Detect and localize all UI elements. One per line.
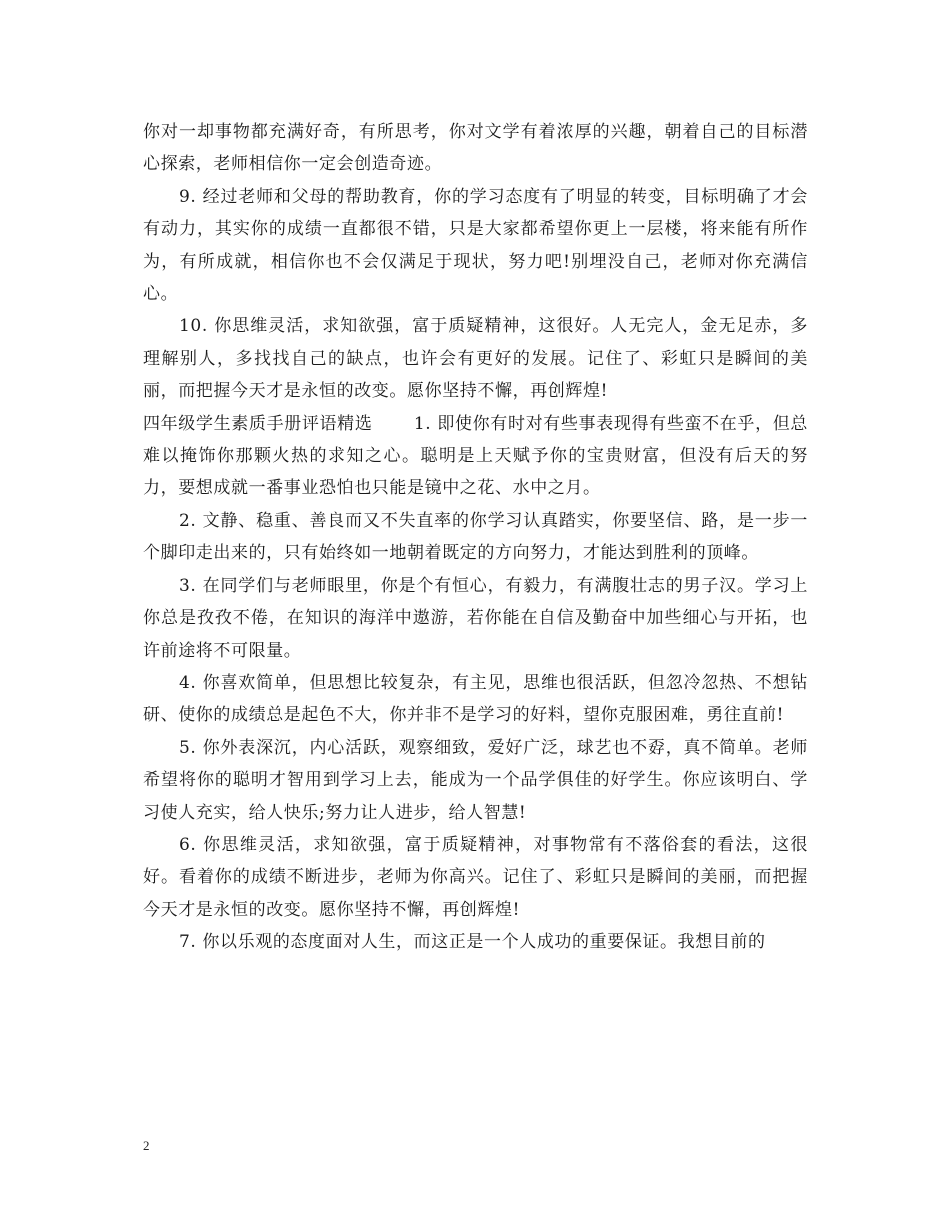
paragraph-item-3: 3. 在同学们与老师眼里，你是个有恒心，有毅力，有满腹壮志的男子汉。学习上你总是孜孜不倦，在知识的海洋中遨游，若你能在自信及勤奋中加些细心与开拓，也许前途将不可限量。 xyxy=(143,575,808,661)
paragraph-item-5: 5. 你外表深沉，内心活跃，观察细致，爱好广泛，球艺也不孬，真不简单。老师希望将你的聪明才智用到学习上去，能成为一个品学俱佳的好学生。你应该明白、学习使人充实，给人快乐;努力让人进步，给人智慧! xyxy=(143,737,808,823)
paragraph-item-10: 10. 你思维灵活，求知欲强，富于质疑精神，这很好。人无完人，金无足赤，多理解别人，多找找自己的缺点，也许会有更好的发展。记住了、彩虹只是瞬间的美丽，而把握今天才是永恒的改变。愿你坚持不懈，再创辉煌! xyxy=(143,316,808,402)
section-heading-paragraph: 四年级学生素质手册评语精选 1. 即使你有时对有些事表现得有些蛮不在乎，但总难以掩饰你那颗火热的求知之心。聪明是上天赋予你的宝贵财富，但没有后天的努力，要想成就一番事业恐怕也只能是镜中之花、水中之月。 xyxy=(143,413,808,499)
paragraph-item-2: 2. 文静、稳重、善良而又不失直率的你学习认真踏实，你要坚信、路，是一步一个脚印走出来的，只有始终如一地朝着既定的方向努力，才能达到胜利的顶峰。 xyxy=(143,510,808,564)
page-number: 2 xyxy=(143,1138,150,1153)
paragraph-item-9: 9. 经过老师和父母的帮助教育，你的学习态度有了明显的转变，目标明确了才会有动力，其实你的成绩一直都很不错，只是大家都希望你更上一层楼，将来能有所作为，有所成就，相信你也不会仅满足于现状，努力吧!别埋没自己，老师对你充满信心。 xyxy=(143,186,808,305)
document-body xyxy=(143,116,808,959)
paragraph-continued: 你对一却事物都充满好奇，有所思考，你对文学有着浓厚的兴趣，朝着自己的目标潜心探索，老师相信你一定会创造奇迹。 xyxy=(143,122,808,175)
paragraph-item-6: 6. 你思维灵活，求知欲强，富于质疑精神，对事物常有不落俗套的看法，这很好。看着你的成绩不断进步，老师为你高兴。记住了、彩虹只是瞬间的美丽，而把握今天才是永恒的改变。愿你坚持不懈，再创辉煌! xyxy=(143,834,808,920)
paragraph-item-7: 7. 你以乐观的态度面对人生，而这正是一个人成功的重要保证。我想目前的 xyxy=(179,932,766,953)
paragraph-item-4: 4. 你喜欢简单，但思想比较复杂，有主见，思维也很活跃，但忽冷忽热、不想钻研、使你的成绩总是起色不大，你并非不是学习的好料，望你克服困难，勇往直前! xyxy=(143,672,808,726)
